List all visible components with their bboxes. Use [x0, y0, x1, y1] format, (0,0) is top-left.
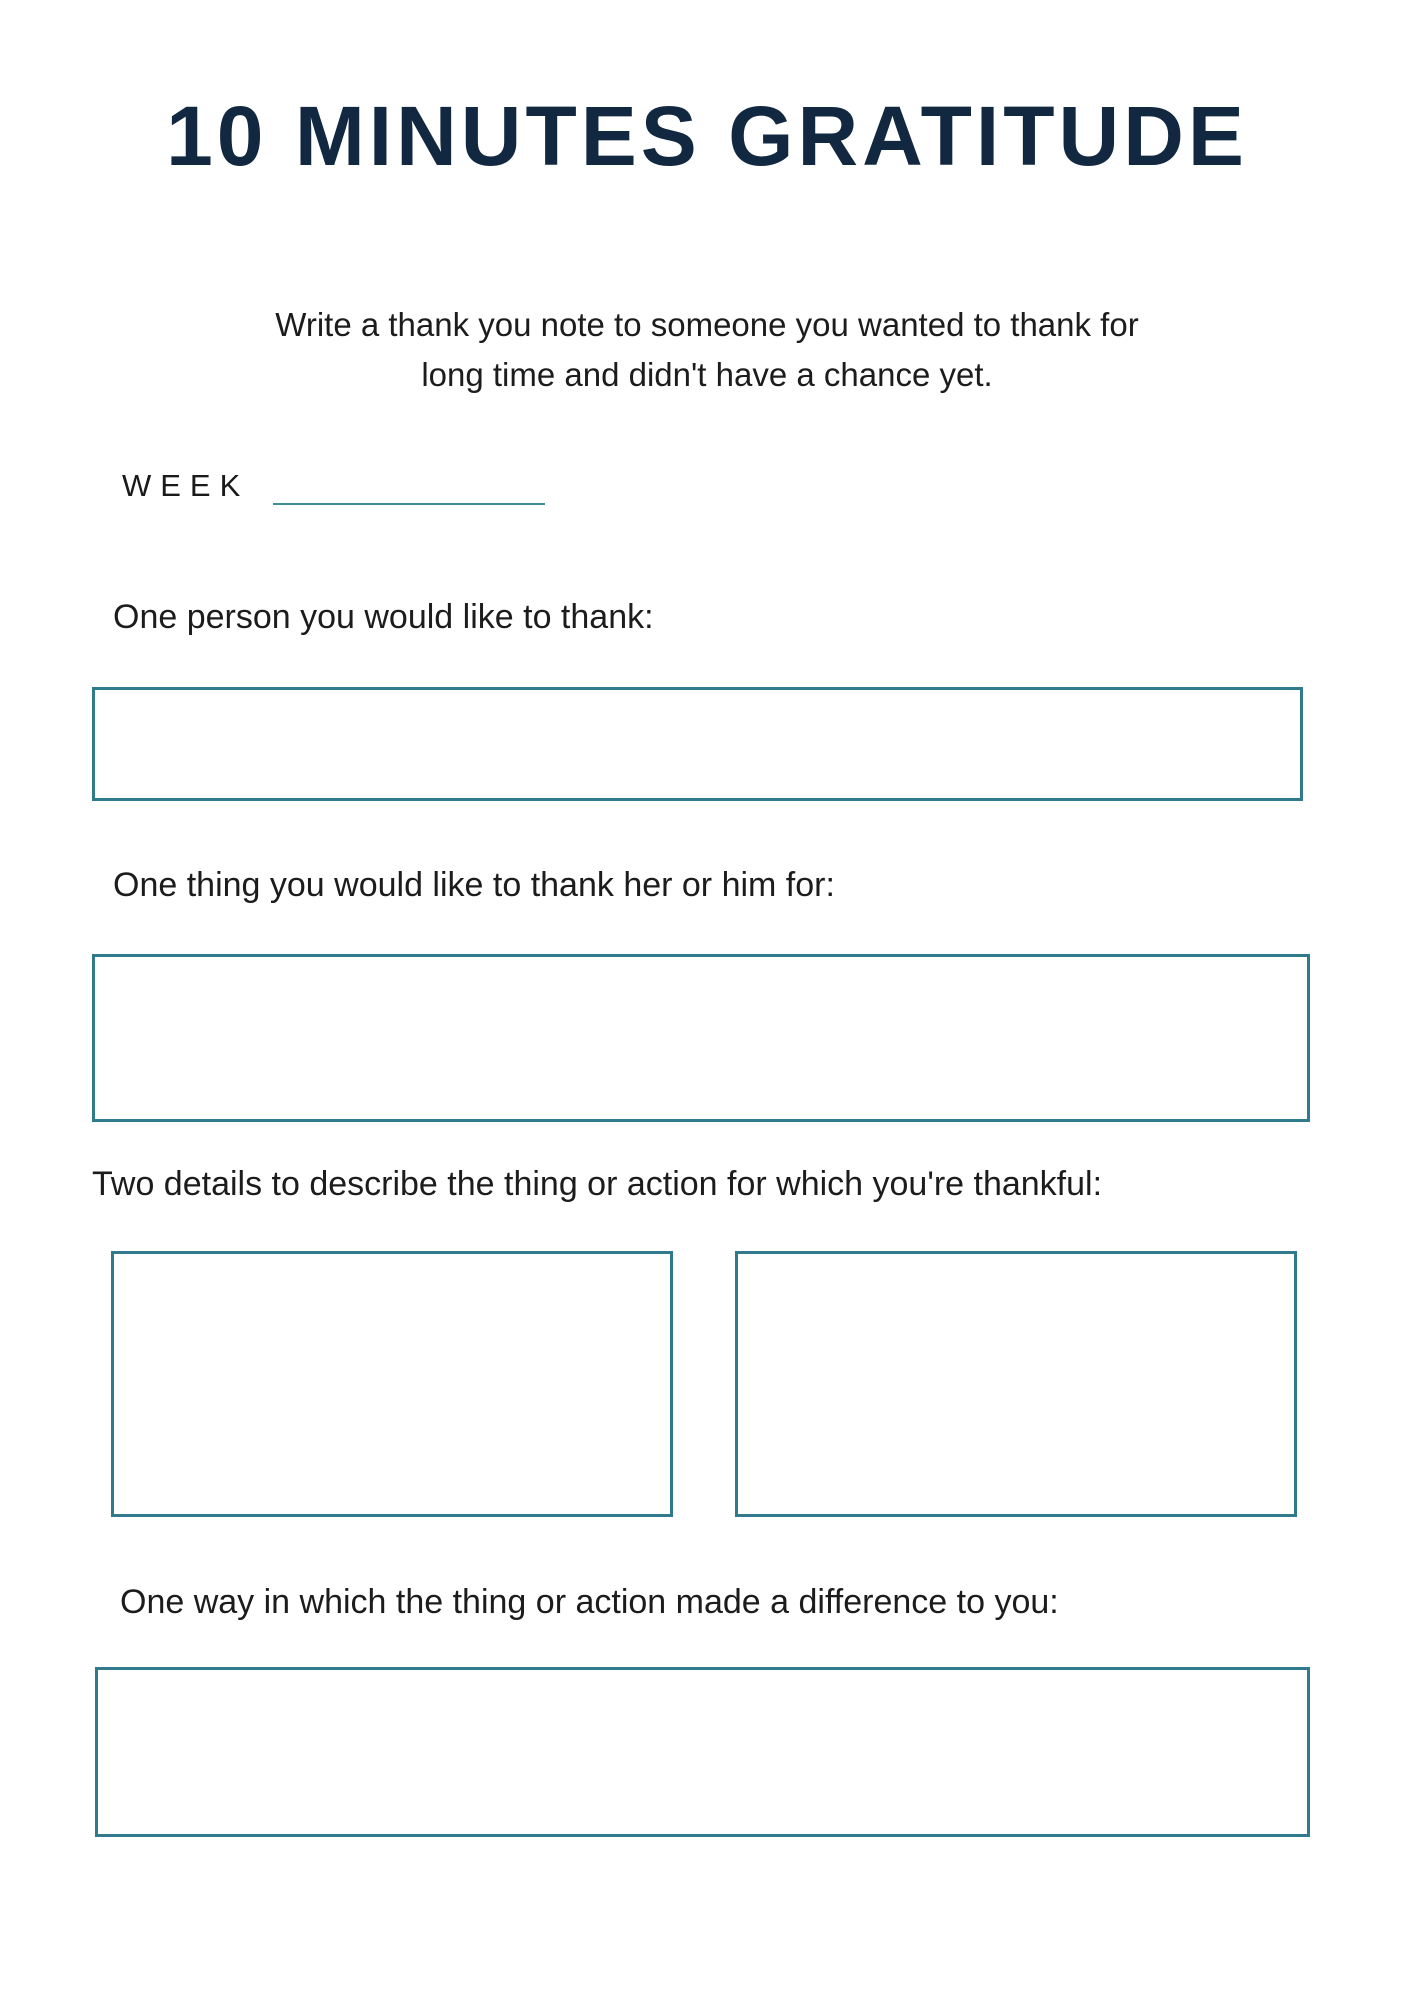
person-input-box[interactable]	[92, 687, 1303, 801]
thing-input-box[interactable]	[92, 954, 1310, 1122]
difference-input-box[interactable]	[95, 1667, 1310, 1837]
page-title: 10 MINUTES GRATITUDE	[166, 89, 1248, 183]
detail-input-box-2[interactable]	[735, 1251, 1297, 1517]
subtitle-line-1: Write a thank you note to someone you wanted to thank for	[275, 306, 1139, 343]
week-label: WEEK	[122, 468, 250, 503]
prompt-thing: One thing you would like to thank her or him for:	[113, 866, 835, 904]
prompt-person: One person you would like to thank:	[113, 598, 654, 636]
subtitle-line-2: long time and didn't have a chance yet.	[421, 356, 993, 393]
week-row	[122, 466, 249, 512]
detail-input-box-1[interactable]	[111, 1251, 673, 1517]
week-input-line[interactable]	[273, 469, 545, 505]
prompt-difference: One way in which the thing or action made a difference to you:	[120, 1583, 1059, 1621]
prompt-details: Two details to describe the thing or action for which you're thankful:	[92, 1165, 1103, 1203]
subtitle	[0, 300, 1414, 400]
